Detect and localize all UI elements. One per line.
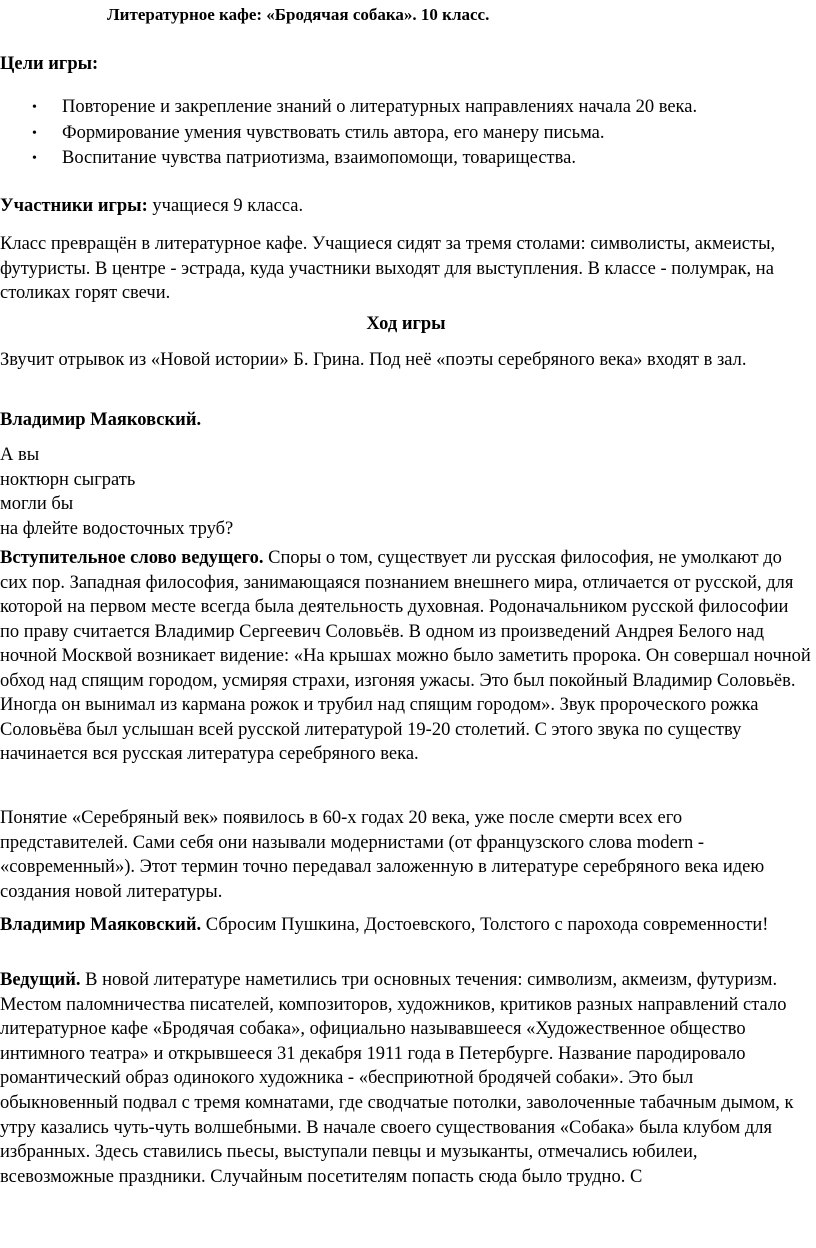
poem-line: А вы	[0, 445, 40, 465]
document-title: Литературное кафе: «Бродячая собака». 10 класс.	[107, 5, 490, 24]
silver-age-paragraph: Понятие «Серебряный век» появилось в 60-х годах 20 века, уже после смерти всех его представителей. Сами себя они называли модернистами (от французского слова modern - «современный»). Этот термин точно передавал заложенную в литературе серебряного века идею создания новой литературы.	[0, 808, 765, 902]
mayakovsky-heading: Владимир Маяковский.	[0, 410, 202, 430]
participants-label: Участники игры:	[0, 196, 148, 216]
progress-heading: Ход игры	[366, 314, 446, 334]
mayakovsky-quote-paragraph	[0, 913, 812, 938]
participants-paragraph	[0, 194, 812, 219]
bullet-icon: •	[32, 125, 37, 141]
lead-in-paragraph	[0, 546, 812, 767]
list-item: • Повторение и закрепление знаний о литературных направлениях начала 20 века.	[0, 95, 697, 121]
host-paragraph	[0, 968, 812, 1189]
mayakovsky-quote-label: Владимир Маяковский.	[0, 915, 202, 935]
sound-paragraph: Звучит отрывок из «Новой истории» Б. Грина. Под неё «поэты серебряного века» входят в зал.	[0, 350, 747, 370]
lead-in-text: Споры о том, существует ли русская философия, не умолкают до сих пор. Западная философия, занимающаяся познанием внешнего мира, отличается от русской, для которой на первом месте всегда была деятельность духовная. Родоначальником русской философии по праву считается Владимир Сергеевич Соловьёв. В одном из произведений Андрея Белого над ночной Москвой возникает видение: «На крышах можно было заметить пророка. Он совершал ночной обход над спящим городом, усмиряя страхи, изгоняя ужасы. Это был покойный Владимир Соловьёв. Иногда он вынимал из кармана рожок и трубил над спящим городом». Звук пророческого рожка Соловьёва был услышан всей русской литературой 19-20 столетий. С этого звука по существу начинается вся русская литература серебряного века.	[0, 548, 811, 764]
poem-line: могли бы	[0, 494, 74, 514]
poem-line: на флейте водосточных труб?	[0, 518, 234, 539]
intro-paragraph: Класс превращён в литературное кафе. Учащиеся сидят за тремя столами: символисты, акмеисты, футуристы. В центре - эстрада, куда участники выходят для выступления. В классе - полумрак, на столиках горят свечи.	[0, 234, 776, 303]
bullet-icon: •	[32, 151, 37, 166]
participants-text: учащиеся 9 класса.	[147, 196, 304, 216]
poem-line: ноктюрн сыграть	[0, 469, 136, 490]
mayakovsky-quote-text: Сбросим Пушкина, Достоевского, Толстого с парохода современности!	[201, 915, 769, 935]
goals-list	[0, 95, 697, 172]
list-item: • Формирование умения чувствовать стиль автора, его манеру письма.	[0, 121, 697, 147]
host-text: В новой литературе наметились три основных течения: символизм, акмеизм, футуризм. Местом паломничества писателей, композиторов, художников, критиков разных направлений стало литературное кафе «Бродячая собака», официально называвшееся «Художественное общество интимного театра» и открывшееся 31 декабря 1911 года в Петербурге. Название пародировало романтический образ одинокого художника - «бесприютной бродячей собаки». Это был обыкновенный подвал с тремя комнатами, где сводчатые потолки, заволоченные табачным дымом, к утру казались чуть-чуть волшебными. В начале своего существования «Собака» была клубом для избранных. Здесь ставились пьесы, выступали певцы и музыканты, отмечались юбилеи, всевозможные праздники. Случайным посетителям попасть сюда было трудно. С	[0, 970, 794, 1187]
host-label: Ведущий.	[0, 970, 81, 990]
bullet-icon: •	[32, 100, 37, 115]
list-item: • Воспитание чувства патриотизма, взаимопомощи, товарищества.	[0, 146, 697, 172]
poem	[0, 443, 812, 541]
goals-heading: Цели игры:	[0, 54, 99, 74]
lead-in-label: Вступительное слово ведущего.	[0, 548, 264, 568]
